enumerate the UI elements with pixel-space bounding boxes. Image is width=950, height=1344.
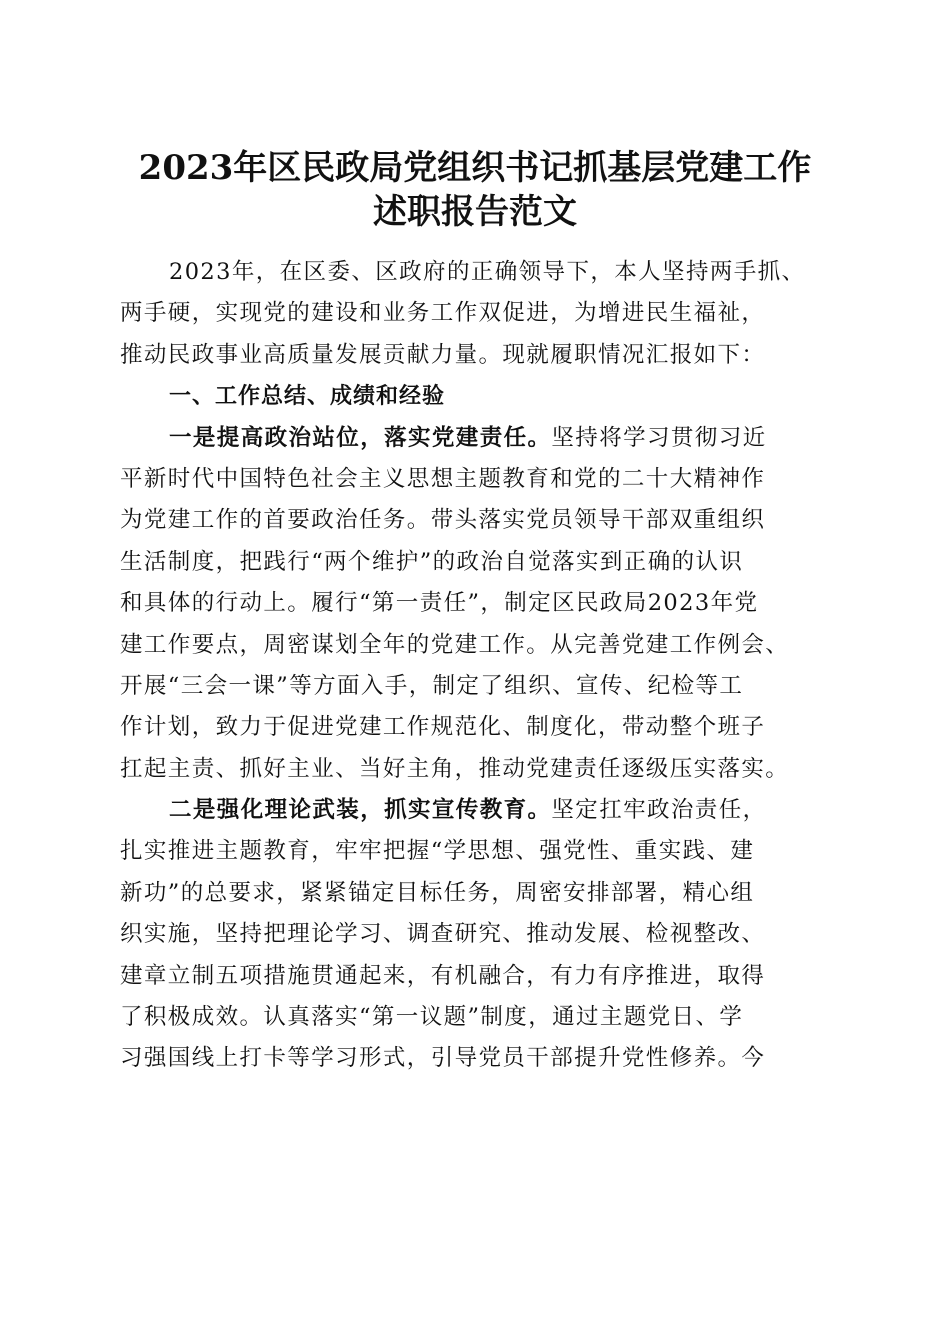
paragraph-line: 新功”的总要求，紧紧锚定目标任务，周密安排部署，精心组 (120, 879, 755, 906)
paragraph-lead-phrase: 一是提高政治站位，落实党建责任。 (169, 424, 552, 451)
paragraph-line: 作计划，致力于促进党建工作规范化、制度化，带动整个班子 (120, 714, 766, 741)
document-title-line-1: 2023年区民政局党组织书记抓基层党建工作 (138, 148, 812, 188)
paragraph-line: 和具体的行动上。履行“第一责任”，制定区民政局2023年党 (120, 590, 759, 617)
section-heading: 一、工作总结、成绩和经验 (169, 384, 446, 410)
paragraph-line: 两手硬，实现党的建设和业务工作双促进，为增进民生福祉， (120, 300, 766, 327)
paragraph-line: 平新时代中国特色社会主义思想主题教育和党的二十大精神作 (120, 465, 766, 492)
paragraph-line: 2023年，在区委、区政府的正确领导下，本人坚持两手抓、 (169, 259, 806, 285)
document-title-line-2: 述职报告范文 (373, 192, 577, 232)
paragraph-line: 织实施，坚持把理论学习、调查研究、推动发展、检视整改、 (120, 921, 766, 948)
paragraph-line: 建章立制五项措施贯通起来，有机融合，有力有序推进，取得 (120, 962, 766, 989)
paragraph-line: 扎实推进主题教育，牢牢把握“学思想、强党性、重实践、建 (120, 838, 755, 865)
paragraph-text: 坚定扛牢政治责任， (551, 797, 767, 824)
paragraph-line: 扛起主责、抓好主业、当好主角，推动党建责任逐级压实落实。 (120, 755, 790, 782)
paragraph-line: 为党建工作的首要政治任务。带头落实党员领导干部双重组织 (120, 507, 766, 534)
paragraph-line: 习强国线上打卡等学习形式，引导党员干部提升党性修养。今 (120, 1045, 766, 1072)
document-body (120, 252, 832, 1080)
paragraph-line: 建工作要点，周密谋划全年的党建工作。从完善党建工作例会、 (120, 631, 790, 658)
paragraph-line (120, 790, 832, 831)
paragraph-line: 推动民政事业高质量发展贡献力量。现就履职情况汇报如下： (120, 341, 766, 368)
paragraph-lead-phrase: 二是强化理论武装，抓实宣传教育。 (169, 797, 552, 824)
paragraph-line (120, 418, 832, 459)
paragraph-text: 坚持将学习贯彻习近 (551, 424, 767, 451)
paragraph-line: 开展“三会一课”等方面入手，制定了组织、宣传、纪检等工 (120, 672, 744, 699)
paragraph-line: 生活制度，把践行“两个维护”的政治自觉落实到正确的认识 (120, 548, 744, 575)
paragraph-line: 了积极成效。认真落实“第一议题”制度，通过主题党日、学 (120, 1004, 744, 1031)
